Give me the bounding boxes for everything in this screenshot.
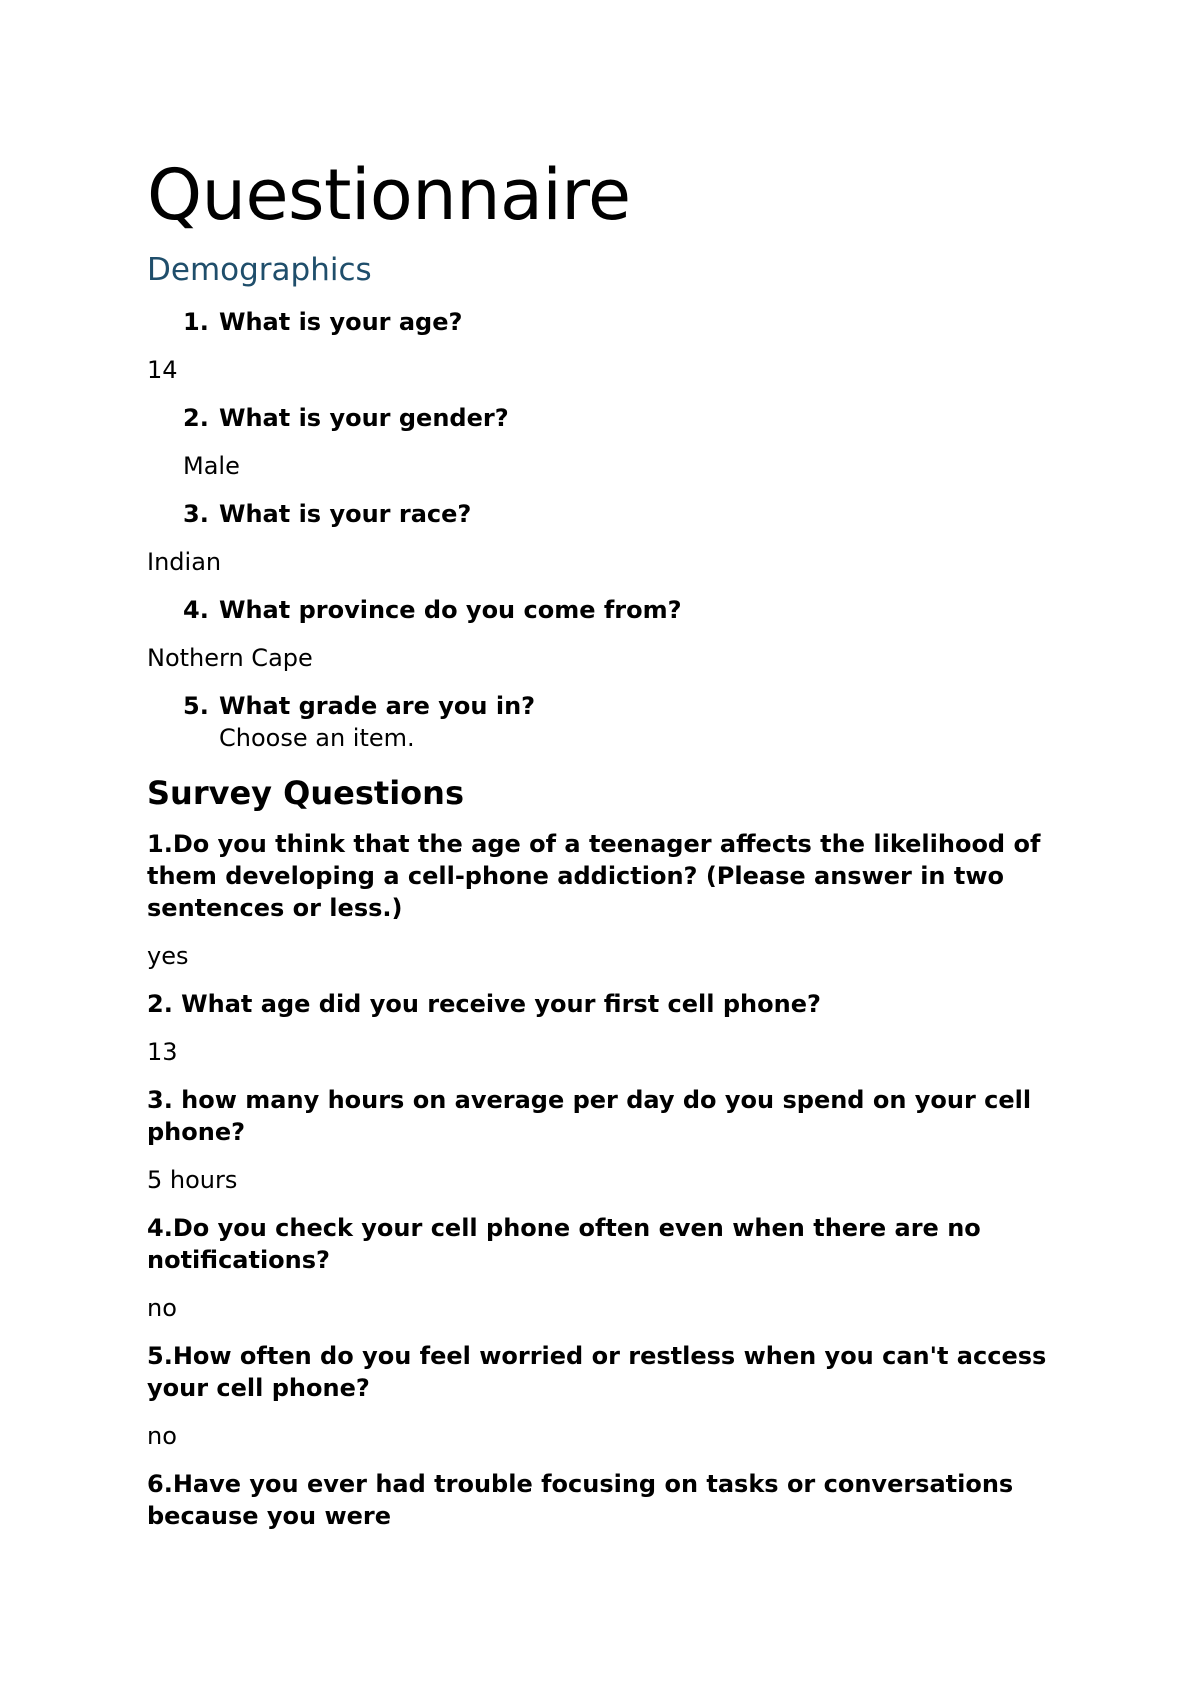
survey-answer-2[interactable]: 13: [147, 1038, 178, 1066]
survey-heading: Survey Questions: [147, 774, 464, 812]
survey-question-1: 1.Do you think that the age of a teenager affects the likelihood of them developing a cell-phone addiction? (Please answer in two sentences or less.): [147, 830, 1041, 922]
demographic-answer-4[interactable]: Nothern Cape: [147, 644, 313, 672]
demographic-answer-1[interactable]: 14: [147, 356, 178, 384]
question-number: 5.: [183, 692, 209, 720]
question-text: What grade are you in?: [219, 692, 536, 720]
grade-dropdown-placeholder[interactable]: Choose an item.: [219, 724, 415, 752]
demographic-answer-2[interactable]: Male: [183, 452, 240, 480]
question-number: 1.: [183, 308, 209, 336]
demographic-answer-3[interactable]: Indian: [147, 548, 222, 576]
demographics-heading: Demographics: [147, 252, 372, 288]
survey-answer-4[interactable]: no: [147, 1294, 177, 1322]
document-title: Questionnaire: [147, 154, 631, 236]
question-text: What is your gender?: [219, 404, 509, 432]
question-number: 2.: [183, 404, 209, 432]
survey-answer-1[interactable]: yes: [147, 942, 189, 970]
question-text: What province do you come from?: [219, 596, 682, 624]
demographic-question-4: [183, 594, 1087, 626]
document-page: [147, 150, 1087, 1548]
question-number: 3.: [183, 500, 209, 528]
question-text: What is your age?: [219, 308, 463, 336]
survey-question-2: 2. What age did you receive your first cell phone?: [147, 990, 821, 1018]
survey-answer-3[interactable]: 5 hours: [147, 1166, 238, 1194]
survey-question-4: 4.Do you check your cell phone often even when there are no notifications?: [147, 1214, 981, 1274]
demographic-question-2: [183, 402, 1087, 434]
demographic-question-5: [183, 690, 1087, 722]
demographic-question-3: [183, 498, 1087, 530]
survey-question-3: 3. how many hours on average per day do you spend on your cell phone?: [147, 1086, 1032, 1146]
survey-answer-5[interactable]: no: [147, 1422, 177, 1450]
demographic-question-1: [183, 306, 1087, 338]
question-number: 4.: [183, 596, 209, 624]
question-text: What is your race?: [219, 500, 472, 528]
survey-question-5: 5.How often do you feel worried or restless when you can't access your cell phone?: [147, 1342, 1047, 1402]
survey-question-6: 6.Have you ever had trouble focusing on tasks or conversations because you were: [147, 1470, 1014, 1530]
